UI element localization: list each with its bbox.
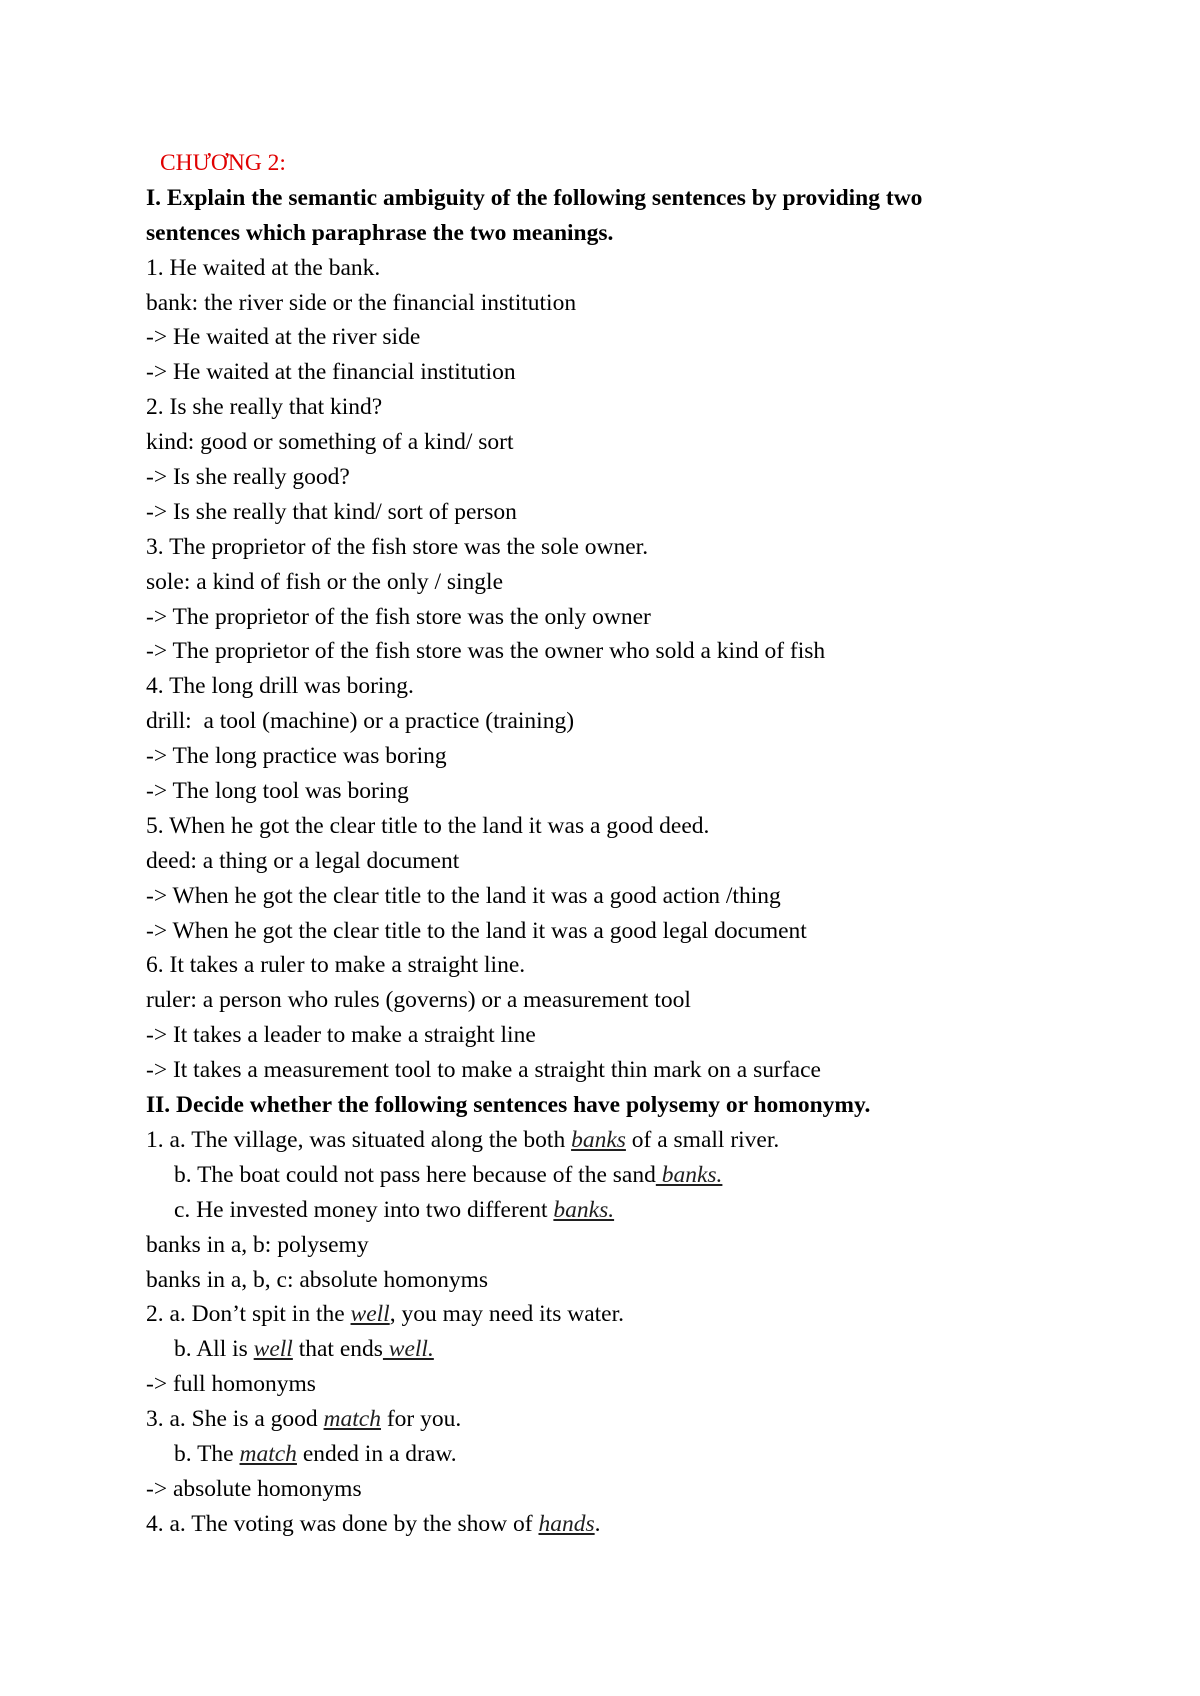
answer-2: -> full homonyms bbox=[146, 1371, 316, 1398]
text-segment: b. The boat could not pass here because of the sand bbox=[174, 1161, 656, 1188]
question-2a bbox=[146, 1297, 1106, 1332]
question-1a bbox=[146, 1123, 1106, 1158]
text-line: -> When he got the clear title to the land it was a good action /thing bbox=[146, 882, 781, 909]
question-3a bbox=[146, 1402, 1106, 1437]
text-line: -> When he got the clear title to the land it was a good legal document bbox=[146, 917, 807, 944]
text-line: -> It takes a measurement tool to make a straight thin mark on a surface bbox=[146, 1057, 821, 1084]
underlined-word: match bbox=[323, 1406, 381, 1433]
text-line: kind: good or something of a kind/ sort bbox=[146, 429, 514, 456]
text-segment: , you may need its water. bbox=[389, 1301, 624, 1328]
text-segment: 3. a. She is a good bbox=[146, 1406, 324, 1433]
text-line: -> It takes a leader to make a straight line bbox=[146, 1022, 536, 1049]
question-1b bbox=[146, 1158, 1106, 1193]
underlined-word: banks bbox=[571, 1126, 626, 1153]
text-line: 5. When he got the clear title to the land it was a good deed. bbox=[146, 812, 710, 839]
text-segment: c. He invested money into two different bbox=[174, 1196, 554, 1223]
underlined-word: hands bbox=[538, 1510, 595, 1537]
text-line: ruler: a person who rules (governs) or a measurement tool bbox=[146, 987, 691, 1014]
section2-heading: II. Decide whether the following sentences have polysemy or homonymy. bbox=[146, 1092, 871, 1119]
section1-heading-line2: sentences which paraphrase the two meanings. bbox=[146, 219, 614, 246]
underlined-word: well. bbox=[382, 1336, 434, 1363]
text-line: sole: a kind of fish or the only / single bbox=[146, 568, 504, 595]
text-segment: 1. a. The village, was situated along the both bbox=[146, 1126, 572, 1153]
text-line: -> The long practice was boring bbox=[146, 743, 447, 770]
underlined-word: banks. bbox=[655, 1161, 723, 1188]
text-line: -> The long tool was boring bbox=[146, 778, 409, 805]
text-line: deed: a thing or a legal document bbox=[146, 847, 460, 874]
text-segment: that ends bbox=[292, 1336, 383, 1363]
text-line: 2. Is she really that kind? bbox=[146, 394, 383, 421]
text-line: 4. The long drill was boring. bbox=[146, 673, 414, 700]
text-line: -> He waited at the financial institution bbox=[146, 359, 516, 386]
text-line: -> The proprietor of the fish store was the owner who sold a kind of fish bbox=[146, 638, 826, 665]
document-page bbox=[146, 146, 1106, 1542]
underlined-word: well bbox=[253, 1336, 293, 1363]
section1-heading-line1: I. Explain the semantic ambiguity of the following sentences by providing two bbox=[146, 184, 923, 211]
text-line: bank: the river side or the financial institution bbox=[146, 289, 577, 316]
text-segment: 4. a. The voting was done by the show of bbox=[146, 1510, 539, 1537]
question-3b bbox=[146, 1437, 1106, 1472]
text-segment: 2. a. Don’t spit in the bbox=[146, 1301, 351, 1328]
text-line: -> Is she really good? bbox=[146, 464, 350, 491]
text-line: -> Is she really that kind/ sort of person bbox=[146, 498, 517, 525]
answer-1-line2: banks in a, b, c: absolute homonyms bbox=[146, 1266, 489, 1293]
text-line: drill: a tool (machine) or a practice (training) bbox=[146, 708, 575, 735]
answer-3: -> absolute homonyms bbox=[146, 1475, 362, 1502]
text-segment: of a small river. bbox=[625, 1126, 780, 1153]
question-2b bbox=[146, 1332, 1106, 1367]
chapter-title: CHƯƠNG 2: bbox=[160, 150, 286, 176]
text-line: 3. The proprietor of the fish store was the sole owner. bbox=[146, 533, 649, 560]
text-line: 1. He waited at the bank. bbox=[146, 254, 381, 281]
text-line: -> The proprietor of the fish store was the only owner bbox=[146, 603, 651, 630]
text-line: -> He waited at the river side bbox=[146, 324, 421, 351]
text-segment: b. All is bbox=[174, 1336, 254, 1363]
underlined-word: match bbox=[239, 1440, 297, 1467]
text-segment: . bbox=[594, 1510, 601, 1537]
answer-1-line1: banks in a, b: polysemy bbox=[146, 1231, 369, 1258]
question-4a bbox=[146, 1507, 1106, 1542]
text-line: 6. It takes a ruler to make a straight line. bbox=[146, 952, 526, 979]
underlined-word: well bbox=[350, 1301, 390, 1328]
text-segment: for you. bbox=[380, 1406, 462, 1433]
question-1c bbox=[146, 1193, 1106, 1228]
text-segment: b. The bbox=[174, 1440, 240, 1467]
text-segment: ended in a draw. bbox=[296, 1440, 457, 1467]
underlined-word: banks. bbox=[553, 1196, 615, 1223]
